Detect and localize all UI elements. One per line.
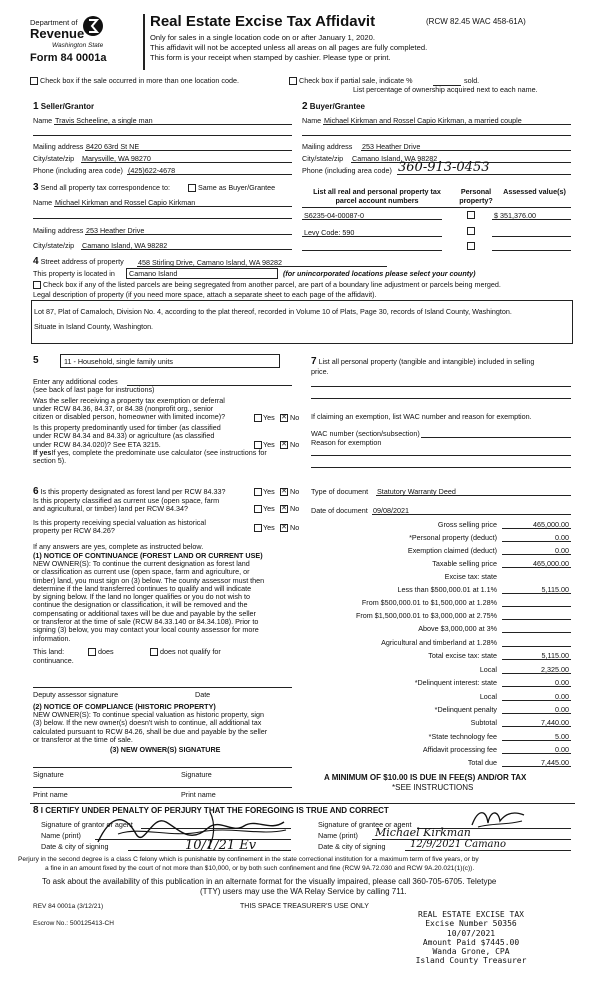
parcel-header-line xyxy=(302,207,571,208)
forest-no-label: No xyxy=(290,487,300,496)
notice1-line: or transferor at the time of sale (RCW 84.33.140 or 84.34.108). Prior to xyxy=(33,617,259,627)
notice1-line: NEW OWNER(S): To continue the current designation as forest land xyxy=(33,559,250,568)
q-timber-5: section 5). xyxy=(33,456,67,465)
tax-row-label: Local xyxy=(479,692,497,701)
exemption-no-label: No xyxy=(290,413,300,422)
notice2-line: calculated pursuant to RCW 84.26, shall be due and payable by the seller xyxy=(33,726,268,736)
historic-no-label: No xyxy=(290,523,300,532)
boundary-checkbox[interactable] xyxy=(33,281,41,289)
owner-signature-line-1[interactable] xyxy=(33,767,292,768)
grantee-date-value[interactable]: 12/9/2021 Camano xyxy=(410,839,506,850)
notice1-line: information. xyxy=(33,633,71,643)
personal-property-checkbox-2[interactable] xyxy=(467,227,475,235)
section3-heading: 3 Send all property tax correspondence to: xyxy=(33,182,171,193)
grantee-name-label: Name (print) xyxy=(318,831,358,840)
doc-date-value[interactable]: 09/08/2021 xyxy=(373,506,409,515)
current-use-yes-checkbox[interactable] xyxy=(254,505,262,513)
page-title: Real Estate Excise Tax Affidavit xyxy=(150,13,376,30)
assessed-row3-line xyxy=(492,250,571,251)
tax-row-line xyxy=(502,686,571,687)
stamp-line: Amount Paid $7445.00 xyxy=(422,937,520,947)
tax-row-label: Exemption claimed (deduct) xyxy=(407,546,497,555)
seller-mailing-label: Mailing address xyxy=(33,142,84,151)
additional-codes-label: Enter any additional codes xyxy=(33,377,118,386)
section7-text-1: 7 List all personal property (tangible and intangible) included in selling xyxy=(311,356,535,367)
legal-line-1: Lot 87, Plat of Camaloch, Division No. 4, according to the plat thereof, recorded in Volume 10 of Plats, Page 30, records of Island County, Washington. xyxy=(34,307,512,316)
grantee-name-value[interactable]: Michael Kirkman xyxy=(375,826,471,839)
buyer-mailing-value[interactable]: 253 Heather Drive xyxy=(362,142,421,151)
section3-city-label: City/state/zip xyxy=(33,241,75,250)
alt-format-line-1: To ask about the availability of this publication in an alternate format for the visually impaired, please call 360-705-6705. Teletype xyxy=(42,877,497,886)
located-select[interactable]: Camano Island xyxy=(126,268,278,279)
header-note-3: This form is your receipt when stamped by cashier. Please type or print. xyxy=(150,53,391,62)
stamp-line: Island County Treasurer xyxy=(415,956,527,966)
partial-sale-checkbox[interactable] xyxy=(289,77,297,85)
header-divider xyxy=(143,14,145,70)
notice1-line: compensating or additional taxes will be due and payable by the seller xyxy=(33,608,256,618)
q-timber-3: under RCW 84.34.020)? See ETA 3215. xyxy=(33,440,161,449)
owner-print-label-2: Print name xyxy=(181,790,216,799)
buyer-name-line xyxy=(323,124,571,125)
doc-type-value[interactable]: Statutory Warranty Deed xyxy=(377,487,456,496)
exemption-label: If claiming an exemption, list WAC number and reason for exemption. xyxy=(311,412,532,421)
personal-property-col-header: Personal property? xyxy=(459,187,493,205)
multi-location-checkbox[interactable] xyxy=(30,77,38,85)
does-checkbox[interactable] xyxy=(88,648,96,656)
additional-codes-sub: (see back of last page for instructions) xyxy=(33,385,155,394)
seller-name-line-2 xyxy=(33,135,292,136)
tax-row-label: *State technology fee xyxy=(428,732,497,741)
q-timber-4: If yesIf yes, complete the predominate use calculator (see instructions for xyxy=(33,448,267,457)
reason-line-2[interactable] xyxy=(311,467,571,468)
q-current-use-2: and agricultural, or timber) land per RCW 84.34? xyxy=(33,504,189,513)
wac-label: WAC number (section/subsection) xyxy=(311,429,420,438)
buyer-heading: 2 Buyer/Grantee xyxy=(302,101,365,112)
exemption-no-checkbox[interactable]: ✕ xyxy=(281,414,287,421)
tax-row-value[interactable]: 7,440.00 xyxy=(541,718,569,727)
notice1-line: or classification as current use (open space, farm and agriculture, or xyxy=(33,567,250,577)
tax-row-label: Above $3,000,000 at 3% xyxy=(418,624,497,633)
tax-row-label: Subtotal xyxy=(470,718,497,727)
buyer-name-value[interactable]: Michael Kirkman and Rossel Capio Kirkman, a married couple xyxy=(324,116,522,125)
tax-row-value[interactable]: 0.00 xyxy=(555,745,569,754)
assessed-value[interactable]: $ 351,376.00 xyxy=(494,211,536,220)
parcel-number[interactable]: S6235-04-00087-0 xyxy=(304,211,364,220)
tax-row-line xyxy=(502,593,571,594)
tax-row-line xyxy=(502,528,571,529)
tax-row-value[interactable]: 5.00 xyxy=(555,732,569,741)
grantee-date-line xyxy=(405,850,571,851)
buyer-city-label: City/state/zip xyxy=(302,154,344,163)
q-timber-2: under RCW 84.34 and 84.33) or agriculture (as classified xyxy=(33,431,215,440)
deputy-signature-line[interactable] xyxy=(33,687,292,688)
header-note-1: Only for sales in a single location code on or after January 1, 2020. xyxy=(150,33,375,42)
does-not-checkbox[interactable] xyxy=(150,648,158,656)
assessed-col-header: Assessed value(s) xyxy=(503,187,566,196)
parcel-row2-line xyxy=(302,236,442,237)
legal-line-2: Situate in Island County, Washington. xyxy=(34,322,154,331)
timber-no-checkbox[interactable]: ✕ xyxy=(281,441,287,448)
section4-street-line xyxy=(137,266,387,267)
tax-row-label: Agricultural and timberland at 1.28% xyxy=(381,638,497,647)
historic-yes-label: Yes xyxy=(263,523,275,532)
q-exemption-1: Was the seller receiving a property tax exemption or deferral xyxy=(33,396,225,405)
partial-sale-label: Check box if partial sale, indicate % xyxy=(299,76,413,85)
treasurer-stamp xyxy=(406,910,536,966)
parcel-row1-line xyxy=(302,219,442,220)
tax-row-line xyxy=(502,567,571,568)
boundary-label: Check box if any of the listed parcels are being segregated from another parcel, are part of a boundary line adjustment or parcels being merged. xyxy=(43,280,501,289)
q-timber-1: Is this property predominantly used for timber (as classified xyxy=(33,423,221,432)
dept-line1: Department of xyxy=(30,18,78,27)
stamp-line: REAL ESTATE EXCISE TAX xyxy=(418,910,524,919)
seller-city-line xyxy=(81,162,292,163)
tax-row-label: Local xyxy=(479,665,497,674)
wac-line[interactable] xyxy=(421,437,571,438)
section3-mailing-value[interactable]: 253 Heather Drive xyxy=(86,226,145,235)
notice1-line: determine if the land transferred continues to qualify and will indicate xyxy=(33,583,252,593)
tax-row-value[interactable]: 2,325.00 xyxy=(541,665,569,674)
form-number: Form 84 0001a xyxy=(30,52,107,64)
seller-name-label: Name xyxy=(33,116,53,125)
buyer-name-label: Name xyxy=(302,116,322,125)
reason-line-1[interactable] xyxy=(311,455,571,456)
dept-line2: Revenue xyxy=(30,26,85,41)
perjury-line-1: Perjury in the second degree is a class C felony which is punishable by confinement in the state correctional institution for a maximum term of five years, or by xyxy=(18,856,479,863)
see-instructions-note: *SEE INSTRUCTIONS xyxy=(392,783,474,792)
tax-row-line xyxy=(502,673,571,674)
tax-row-line xyxy=(502,554,571,555)
owner-signature-label-1: Signature xyxy=(33,770,64,779)
section3-mailing-line xyxy=(85,234,292,235)
exemption-yes-checkbox[interactable] xyxy=(254,414,262,422)
section7-line-2[interactable] xyxy=(311,398,571,399)
does-label: does xyxy=(98,647,114,656)
seller-mailing-value[interactable]: 8420 63rd St NE xyxy=(86,142,140,151)
buyer-city-value[interactable]: Camano Island, WA 98282 xyxy=(352,154,438,163)
buyer-phone-value[interactable]: 360-913-0453 xyxy=(398,160,490,175)
notice2-line: NEW OWNER(S): To continue special valuation as historic property, sign xyxy=(33,710,265,719)
minimum-due-note: A MINIMUM OF $10.00 IS DUE IN FEE(S) AND/OR TAX xyxy=(324,773,527,782)
doc-date-line xyxy=(372,514,571,515)
grantor-name-label: Name (print) xyxy=(41,831,81,840)
notice2-line: or transferor at the time of sale. xyxy=(33,734,133,744)
dept-line3: Washington State xyxy=(52,42,104,49)
same-as-buyer-checkbox[interactable] xyxy=(188,184,196,192)
tax-row-label: Total due xyxy=(467,758,497,767)
seller-city-value[interactable]: Marysville, WA 98270 xyxy=(82,154,151,163)
q-current-use-1: Is this property classified as current use (open space, farm xyxy=(33,496,220,505)
buyer-name-line-2 xyxy=(302,135,571,136)
notice1-line: signing (3) below, you may contact your local county assessor for more xyxy=(33,625,259,635)
header-note-2: This affidavit will not be accepted unless all areas on all pages are fully completed. xyxy=(150,43,428,52)
current-use-no-checkbox[interactable]: ✕ xyxy=(281,505,287,512)
tax-row-label: Less than $500,000.01 at 1.1% xyxy=(397,585,497,594)
owner-signature-label-2: Signature xyxy=(181,770,212,779)
section3-name-value[interactable]: Michael Kirkman and Rossel Capio Kirkman xyxy=(55,198,196,207)
certify-statement: 8 I CERTIFY UNDER PENALTY OF PERJURY THAT THE FOREGOING IS TRUE AND CORRECT xyxy=(33,805,389,816)
levy-code: Levy Code: 590 xyxy=(304,228,355,237)
q-historic-2: property per RCW 84.26? xyxy=(33,526,115,535)
perjury-line-2: a fine in an amount fixed by the court of not more than $10,000, or by both such confinement and fine (RCW 9A.72.030 and RCW 9A.20.021(1)(c)). xyxy=(45,865,475,872)
doc-type-line xyxy=(376,495,571,496)
tax-row-value[interactable]: 0.00 xyxy=(555,692,569,701)
section3-name-label: Name xyxy=(33,198,53,207)
tax-row-line xyxy=(502,632,571,633)
historic-no-checkbox[interactable]: ✕ xyxy=(281,524,287,531)
tax-row-value[interactable]: 0.00 xyxy=(555,678,569,687)
seller-phone-line xyxy=(127,174,292,175)
section5-number: 5 xyxy=(33,355,39,366)
tax-row-label: Total excise tax: state xyxy=(428,651,497,660)
section4-street-label: 4 Street address of property xyxy=(33,256,124,267)
historic-yes-checkbox[interactable] xyxy=(254,524,262,532)
partial-sold-label: sold. xyxy=(464,76,480,85)
if-yes-note: If any answers are yes, complete as instructed below. xyxy=(33,542,204,551)
forest-yes-checkbox[interactable] xyxy=(254,488,262,496)
legal-description-box[interactable] xyxy=(31,300,573,344)
treasurer-use-label: THIS SPACE TREASURER'S USE ONLY xyxy=(240,903,369,910)
current-use-yes-label: Yes xyxy=(263,504,275,513)
tax-row-value[interactable]: 0.00 xyxy=(555,705,569,714)
tax-row-label: Taxable selling price xyxy=(432,559,497,568)
tax-row-line xyxy=(502,753,571,754)
continuance-label: continuance. xyxy=(33,656,74,665)
tax-row-label: From $1,500,000.01 to $3,000,000 at 2.75% xyxy=(355,611,497,620)
this-land-label: This land: xyxy=(33,647,65,656)
tax-row-value[interactable]: 0.00 xyxy=(555,546,569,555)
notice2-body xyxy=(33,711,267,744)
tax-row-line xyxy=(502,700,571,701)
tax-row-label: Excise tax: state xyxy=(444,572,497,581)
reason-label: Reason for exemption xyxy=(311,438,382,447)
notice1-line: continue the designation or classification, it will be removed and the xyxy=(33,600,248,610)
partial-sale-sub: List percentage of ownership acquired next to each name. xyxy=(353,85,538,94)
seller-name-value[interactable]: Travis Scheeline, a single man xyxy=(55,116,153,125)
located-note: (for unincorporated locations please select your county) xyxy=(283,269,476,278)
q-exemption-3: citizen or disabled person, homeowner with limited income)? xyxy=(33,412,226,421)
section3-city-value[interactable]: Camano Island, WA 98282 xyxy=(82,241,168,250)
tax-row-value[interactable]: 465,000.00 xyxy=(533,520,569,529)
tax-row-value[interactable]: 7,445.00 xyxy=(541,758,569,767)
tax-row-line xyxy=(502,713,571,714)
notice2-line: (3) below. If the new owner(s) doesn't wish to continue, all additional tax xyxy=(33,718,262,728)
timber-yes-label: Yes xyxy=(263,440,275,449)
stamp-line: Wanda Grone, CPA xyxy=(432,947,510,957)
deputy-date-label: Date xyxy=(195,690,211,699)
tax-row-value[interactable]: 465,000.00 xyxy=(533,559,569,568)
property-use-select[interactable]: 11 - Household, single family units xyxy=(60,354,280,368)
parcel-row3-line xyxy=(302,250,442,251)
notice1-title: (1) NOTICE OF CONTINUANCE (FOREST LAND OR CURRENT USE) xyxy=(33,551,263,560)
grantee-signature-label: Signature of grantee or agent xyxy=(318,820,412,829)
tax-row-line xyxy=(502,619,571,620)
grantor-date-label: Date & city of signing xyxy=(41,842,109,851)
grantor-date-value: 10/1/21 Ev xyxy=(185,838,257,853)
section7-text-2: price. xyxy=(311,367,329,376)
deputy-signature-label: Deputy assessor signature xyxy=(33,690,119,699)
tax-row-line xyxy=(502,740,571,741)
seller-heading: 1 Seller/Grantor xyxy=(33,101,95,112)
stamp-line: 10/07/2021 xyxy=(446,928,496,938)
personal-property-checkbox-3[interactable] xyxy=(467,242,475,250)
legal-description-label: Legal description of property (if you need more space, attach a separate sheet to each page of the affidavit). xyxy=(33,290,377,299)
notice2-title: (2) NOTICE OF COMPLIANCE (HISTORIC PROPERTY) xyxy=(33,702,216,711)
owner-print-line[interactable] xyxy=(33,787,292,788)
personal-property-checkbox-1[interactable] xyxy=(467,211,475,219)
doc-type-label: Type of document xyxy=(311,487,369,496)
tax-row-label: *Delinquent penalty xyxy=(434,705,497,714)
exemption-yes-label: Yes xyxy=(263,413,275,422)
escrow-number: Escrow No.: 500125413-CH xyxy=(33,920,114,927)
same-as-buyer-label: Same as Buyer/Grantee xyxy=(198,183,276,192)
assessed-row2-line xyxy=(492,236,571,237)
q-exemption-2: under RCW 84.36, 84.37, or 84.38 (nonprofit org., senior xyxy=(33,404,214,413)
notice1-body xyxy=(33,560,264,643)
tax-row-label: Gross selling price xyxy=(437,520,497,529)
tax-row-line xyxy=(502,726,571,727)
section3-name-line-2 xyxy=(33,218,292,219)
grantor-signature-scribble-icon xyxy=(90,804,290,850)
tax-row-value[interactable]: 5,115.00 xyxy=(541,651,569,660)
grantee-date-label: Date & city of signing xyxy=(318,842,386,851)
tax-row-line xyxy=(502,659,571,660)
stamp-line: Excise Number 50356 xyxy=(425,919,517,929)
section4-street-value[interactable]: 458 Stirling Drive, Camano Island, WA 98282 xyxy=(138,258,282,267)
q-forest: 6 Is this property designated as forest land per RCW 84.33? xyxy=(33,486,226,497)
seller-phone-label: Phone (including area code) xyxy=(33,166,123,175)
tax-row-line xyxy=(502,606,571,607)
current-use-no-label: No xyxy=(290,504,300,513)
section3-mailing-label: Mailing address xyxy=(33,226,84,235)
tax-row-label: *Delinquent interest: state xyxy=(414,678,497,687)
tax-row-line xyxy=(502,646,571,647)
tax-row-label: *Personal property (deduct) xyxy=(409,533,497,542)
tax-row-label: From $500,000.01 to $1,500,000 at 1.28% xyxy=(361,598,497,607)
alt-format-line-2: (TTY) users may use the WA Relay Service by calling 711. xyxy=(200,887,407,896)
tax-row-value[interactable]: 5,115.00 xyxy=(541,585,569,594)
section7-line-1[interactable] xyxy=(311,386,571,387)
buyer-mailing-label: Mailing address xyxy=(302,142,353,151)
section3-name-line xyxy=(54,206,292,207)
tax-row-line xyxy=(502,541,571,542)
timber-no-label: No xyxy=(290,440,300,449)
tax-row-line xyxy=(502,766,571,767)
rev-number: REV 84 0001a (3/12/21) xyxy=(33,903,104,910)
tax-row-value[interactable]: 0.00 xyxy=(555,533,569,542)
multi-location-label: Check box if the sale occurred in more than one location code. xyxy=(40,76,239,85)
grantee-signature-scribble-icon xyxy=(468,805,528,831)
dor-logo-icon xyxy=(82,14,104,38)
seller-phone-value[interactable]: (425)622-4678 xyxy=(128,166,176,175)
grantor-signature-label: Signature of grantor or agent xyxy=(41,820,133,829)
seller-city-label: City/state/zip xyxy=(33,154,75,163)
buyer-phone-label: Phone (including area code) xyxy=(302,166,392,175)
buyer-phone-line xyxy=(397,174,571,175)
parcel-col-header: List all real and personal property tax parcel account numbers xyxy=(313,187,441,205)
doc-date-label: Date of document xyxy=(311,506,368,515)
does-not-label: does not qualify for xyxy=(160,647,221,656)
forest-yes-label: Yes xyxy=(263,487,275,496)
rcw-reference: (RCW 82.45 WAC 458-61A) xyxy=(426,17,526,26)
section3-city-line xyxy=(81,249,292,250)
owner-print-label-1: Print name xyxy=(33,790,68,799)
notice1-line: by signing below. If the land no longer qualifies or you do not wish to xyxy=(33,592,250,602)
seller-mailing-line xyxy=(85,150,292,151)
buyer-mailing-line xyxy=(361,150,571,151)
seller-name-line xyxy=(54,124,292,125)
notice1-line: timber) land, you must sign on (3) below. The county assessor must then xyxy=(33,575,265,585)
section4-located-label: This property is located in xyxy=(33,269,115,278)
assessed-row1-line xyxy=(492,219,571,220)
tax-row-label: Affidavit processing fee xyxy=(422,745,497,754)
notice3-title: (3) NEW OWNER(S) SIGNATURE xyxy=(110,745,221,754)
forest-no-checkbox[interactable]: ✕ xyxy=(281,488,287,495)
q-historic-1: Is this property receiving special valuation as historical xyxy=(33,518,206,527)
